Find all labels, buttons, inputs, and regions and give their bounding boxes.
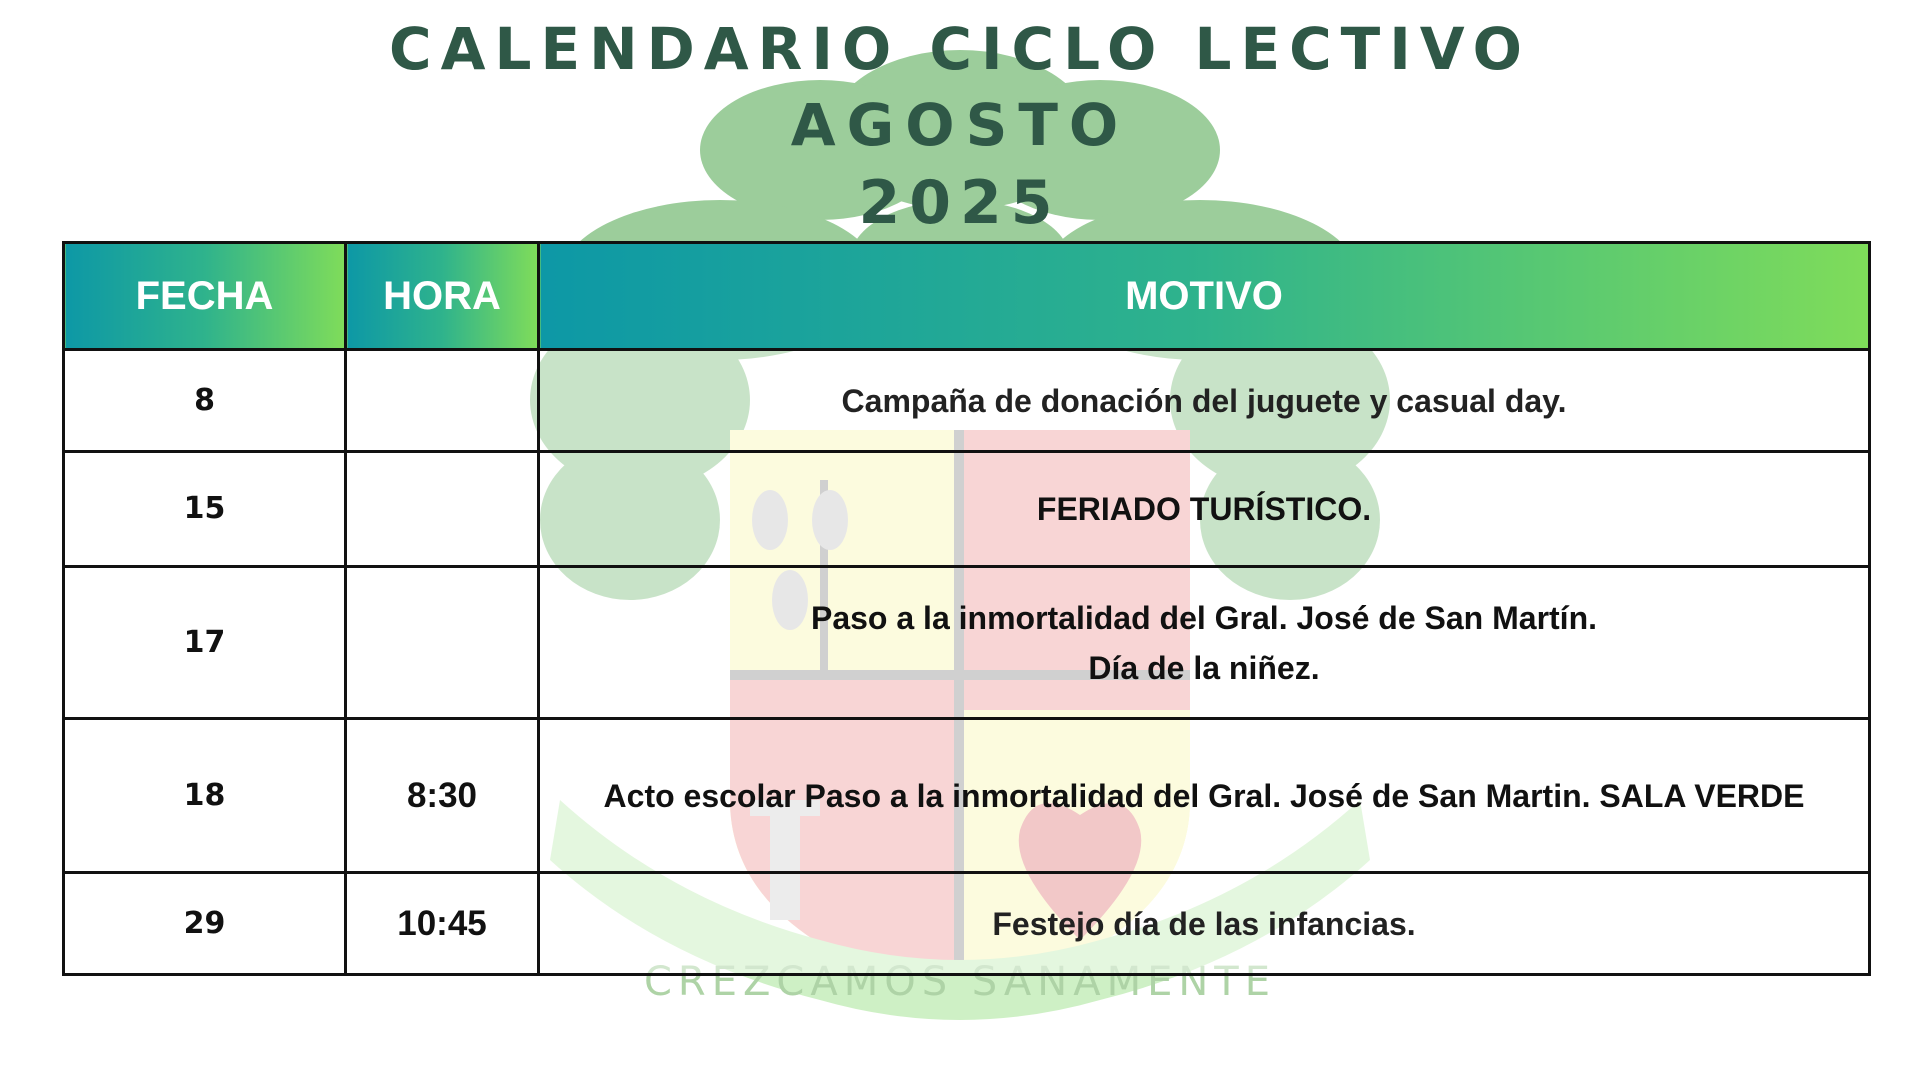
- motivo-line: Acto escolar Paso a la inmortalidad del Gral. José de San Martin. SALA VERDE: [603, 777, 1805, 814]
- cell-hora: [346, 567, 539, 719]
- table-row: [64, 350, 1870, 452]
- column-header-motivo: MOTIVO: [539, 243, 1870, 350]
- cell-fecha: 15: [64, 452, 346, 567]
- cell-motivo: [539, 873, 1870, 975]
- column-header-fecha: FECHA: [64, 243, 346, 350]
- heading-month: AGOSTO: [790, 91, 1130, 159]
- cell-hora: [346, 452, 539, 567]
- table-row: [64, 873, 1870, 975]
- table-row: [64, 719, 1870, 873]
- cell-fecha: 17: [64, 567, 346, 719]
- motivo-line: Campaña de donación del juguete y casual day.: [841, 382, 1567, 419]
- table-row: [64, 452, 1870, 567]
- cell-motivo: [539, 452, 1870, 567]
- crest-motto: CREZCAMOS SANAMENTE: [644, 959, 1276, 1005]
- cell-motivo: [539, 719, 1870, 873]
- column-header-hora: HORA: [346, 243, 539, 350]
- cell-hora: 10:45: [346, 873, 539, 975]
- motivo-line: Paso a la inmortalidad del Gral. José de San Martín.: [810, 599, 1597, 636]
- cell-motivo: [539, 567, 1870, 719]
- motivo-line: FERIADO TURÍSTICO.: [1036, 491, 1372, 527]
- table-row: [64, 567, 1870, 719]
- motivo-line: Festejo día de las infancias.: [992, 905, 1416, 942]
- cell-fecha: 18: [64, 719, 346, 873]
- heading-year: 2025: [858, 168, 1062, 238]
- cell-fecha: 8: [64, 350, 346, 452]
- page-heading: [0, 12, 1920, 242]
- cell-motivo: [539, 350, 1870, 452]
- heading-title: CALENDARIO CICLO LECTIVO: [389, 15, 1531, 83]
- table-header-row: [64, 243, 1870, 350]
- cell-hora: [346, 350, 539, 452]
- schedule-table: [62, 241, 1871, 976]
- cell-hora: 8:30: [346, 719, 539, 873]
- cell-fecha: 29: [64, 873, 346, 975]
- motivo-line: Día de la niñez.: [1088, 649, 1320, 686]
